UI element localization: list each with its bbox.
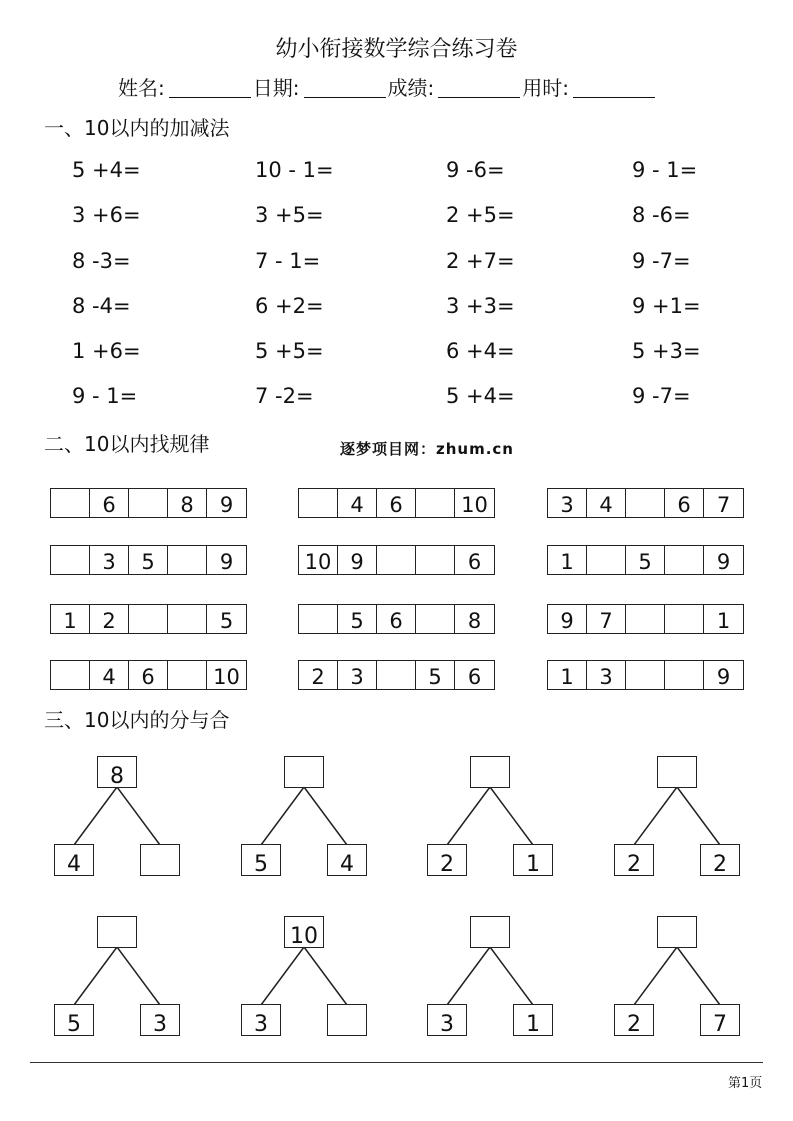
sequence-blank-cell[interactable] [299, 489, 338, 517]
sequence-cell: 6 [377, 605, 416, 633]
arithmetic-problem: 5 +4= [446, 384, 515, 408]
sequence-cell: 1 [548, 661, 587, 689]
sequence-cell: 9 [716, 550, 731, 574]
sequence-strip [298, 488, 495, 518]
sequence-cell: 6 [467, 665, 482, 689]
bond-line [490, 787, 533, 845]
arithmetic-problem: 8 -3= [72, 249, 131, 273]
bond-right-box[interactable] [140, 844, 180, 876]
sequence-strip [547, 545, 744, 575]
sequence-blank-cell[interactable] [168, 661, 207, 689]
arithmetic-problem: 9 - 1= [632, 158, 698, 182]
bond-line [304, 947, 347, 1005]
bond-top-box[interactable] [657, 916, 697, 948]
arithmetic-problem: 1 +6= [72, 339, 141, 363]
bond-left-box: 2 [427, 844, 467, 876]
arithmetic-problem: 5 +4= [72, 158, 141, 182]
time-label: 用时: [522, 76, 569, 100]
bond-top-box[interactable] [470, 756, 510, 788]
sequence-cell: 10 [299, 546, 338, 574]
sequence-blank-cell[interactable] [416, 489, 455, 517]
section2-heading: 二、10以内找规律 [44, 432, 210, 456]
bond-line [304, 787, 347, 845]
bond-left-box: 5 [241, 844, 281, 876]
bond-left-box: 4 [54, 844, 94, 876]
arithmetic-problem: 9 -7= [632, 249, 691, 273]
sequence-cell: 1 [51, 605, 90, 633]
watermark-text: 逐梦项目网：zhum.cn [340, 440, 514, 458]
sequence-cell: 3 [338, 661, 377, 689]
sequence-cell: 8 [467, 609, 482, 633]
bond-left-box: 3 [427, 1004, 467, 1036]
sequence-blank-cell[interactable] [299, 605, 338, 633]
sequence-cell: 9 [338, 546, 377, 574]
bond-right-box: 7 [700, 1004, 740, 1036]
bond-line [117, 787, 160, 845]
sequence-cell: 6 [377, 489, 416, 517]
sequence-cell: 3 [548, 489, 587, 517]
sequence-cell: 8 [168, 489, 207, 517]
bond-left-box: 2 [614, 844, 654, 876]
sequence-blank-cell[interactable] [416, 546, 455, 574]
arithmetic-problem: 9 +1= [632, 294, 701, 318]
bond-right-box[interactable] [327, 1004, 367, 1036]
sequence-blank-cell[interactable] [416, 605, 455, 633]
bond-top-box[interactable] [97, 916, 137, 948]
sequence-blank-cell[interactable] [377, 661, 416, 689]
sequence-cell: 1 [548, 546, 587, 574]
arithmetic-problem: 6 +4= [446, 339, 515, 363]
sequence-cell: 6 [467, 550, 482, 574]
sequence-blank-cell[interactable] [665, 661, 704, 689]
sequence-blank-cell[interactable] [168, 546, 207, 574]
sequence-cell: 9 [219, 493, 234, 517]
sequence-cell: 5 [338, 605, 377, 633]
bond-line [634, 947, 677, 1005]
bond-left-box: 3 [241, 1004, 281, 1036]
bond-right-box: 1 [513, 844, 553, 876]
bond-lines [0, 740, 793, 1060]
sequence-blank-cell[interactable] [129, 489, 168, 517]
bond-line [677, 947, 720, 1005]
date-label: 日期: [252, 76, 300, 100]
arithmetic-problem: 3 +3= [446, 294, 515, 318]
sequence-strip [298, 660, 495, 690]
sequence-blank-cell[interactable] [51, 489, 90, 517]
bond-right-box: 2 [700, 844, 740, 876]
sequence-strip [50, 660, 247, 690]
sequence-cell: 6 [129, 661, 168, 689]
sequence-strip [50, 604, 247, 634]
score-label: 成绩: [387, 76, 435, 100]
section1-heading: 一、10以内的加减法 [44, 116, 230, 140]
sequence-cell: 3 [587, 661, 626, 689]
bond-right-box: 3 [140, 1004, 180, 1036]
bond-left-box: 5 [54, 1004, 94, 1036]
arithmetic-problem: 2 +5= [446, 203, 515, 227]
name-label: 姓名: [118, 76, 165, 100]
sequence-blank-cell[interactable] [129, 605, 168, 633]
sequence-strip [298, 545, 495, 575]
sequence-blank-cell[interactable] [51, 546, 90, 574]
sequence-cell: 10 [213, 665, 240, 689]
sequence-blank-cell[interactable] [587, 546, 626, 574]
arithmetic-problem: 5 +3= [632, 339, 701, 363]
sequence-blank-cell[interactable] [377, 546, 416, 574]
bond-top-box[interactable] [657, 756, 697, 788]
bond-top-box: 10 [284, 916, 324, 948]
bond-line [261, 787, 304, 845]
arithmetic-problem: 5 +5= [255, 339, 324, 363]
sequence-cell: 4 [587, 489, 626, 517]
sequence-cell: 9 [716, 665, 731, 689]
number-bonds [0, 740, 793, 1060]
sequence-cell: 7 [716, 493, 731, 517]
arithmetic-problem: 7 - 1= [255, 249, 321, 273]
arithmetic-problem: 9 -6= [446, 158, 505, 182]
arithmetic-problem: 6 +2= [255, 294, 324, 318]
sequence-cell: 2 [299, 661, 338, 689]
arithmetic-problem: 9 -7= [632, 384, 691, 408]
bond-line [634, 787, 677, 845]
sequence-cell: 5 [129, 546, 168, 574]
bond-top-box[interactable] [284, 756, 324, 788]
sequence-cell: 9 [548, 605, 587, 633]
sequence-strip [547, 488, 744, 518]
bond-line [74, 787, 117, 845]
sequence-strip [298, 604, 495, 634]
sequence-cell: 7 [587, 605, 626, 633]
sequence-cell: 3 [90, 546, 129, 574]
arithmetic-problem: 8 -6= [632, 203, 691, 227]
bond-right-box: 4 [327, 844, 367, 876]
sequence-strip [50, 488, 247, 518]
sequence-strip [547, 660, 744, 690]
bond-line [447, 947, 490, 1005]
footer-divider [30, 1062, 763, 1063]
bond-line [74, 947, 117, 1005]
bond-line [677, 787, 720, 845]
arithmetic-problem: 7 -2= [255, 384, 314, 408]
bond-top-box[interactable] [470, 916, 510, 948]
arithmetic-problem: 3 +6= [72, 203, 141, 227]
sequence-strip [547, 604, 744, 634]
page-title: 幼小衔接数学综合练习卷 [275, 37, 518, 62]
bond-top-box: 8 [97, 756, 137, 788]
sequence-cell: 1 [716, 609, 731, 633]
sequence-cell: 6 [90, 489, 129, 517]
sequence-blank-cell[interactable] [626, 605, 665, 633]
sequence-blank-cell[interactable] [51, 661, 90, 689]
sequence-cell: 4 [90, 661, 129, 689]
sequence-strip [50, 545, 247, 575]
page-number: 第1页 [728, 1076, 763, 1091]
sequence-cell: 6 [665, 489, 704, 517]
bond-right-box: 1 [513, 1004, 553, 1036]
sequence-cell: 4 [338, 489, 377, 517]
bond-line [117, 947, 160, 1005]
sequence-blank-cell[interactable] [168, 605, 207, 633]
sequence-cell: 5 [219, 609, 234, 633]
arithmetic-problem: 2 +7= [446, 249, 515, 273]
sequence-blank-cell[interactable] [665, 546, 704, 574]
sequence-cell: 9 [219, 550, 234, 574]
sequence-blank-cell[interactable] [665, 605, 704, 633]
bond-line [261, 947, 304, 1005]
arithmetic-problem: 8 -4= [72, 294, 131, 318]
bond-line [490, 947, 533, 1005]
sequence-cell: 10 [461, 493, 488, 517]
bond-left-box: 2 [614, 1004, 654, 1036]
arithmetic-problem: 10 - 1= [255, 158, 334, 182]
sequence-blank-cell[interactable] [626, 489, 665, 517]
sequence-cell: 5 [416, 661, 455, 689]
arithmetic-problem: 3 +5= [255, 203, 324, 227]
section3-heading: 三、10以内的分与合 [44, 708, 230, 732]
bond-line [447, 787, 490, 845]
sequence-cell: 2 [90, 605, 129, 633]
sequence-cell: 5 [626, 546, 665, 574]
arithmetic-problem: 9 - 1= [72, 384, 138, 408]
sequence-blank-cell[interactable] [626, 661, 665, 689]
